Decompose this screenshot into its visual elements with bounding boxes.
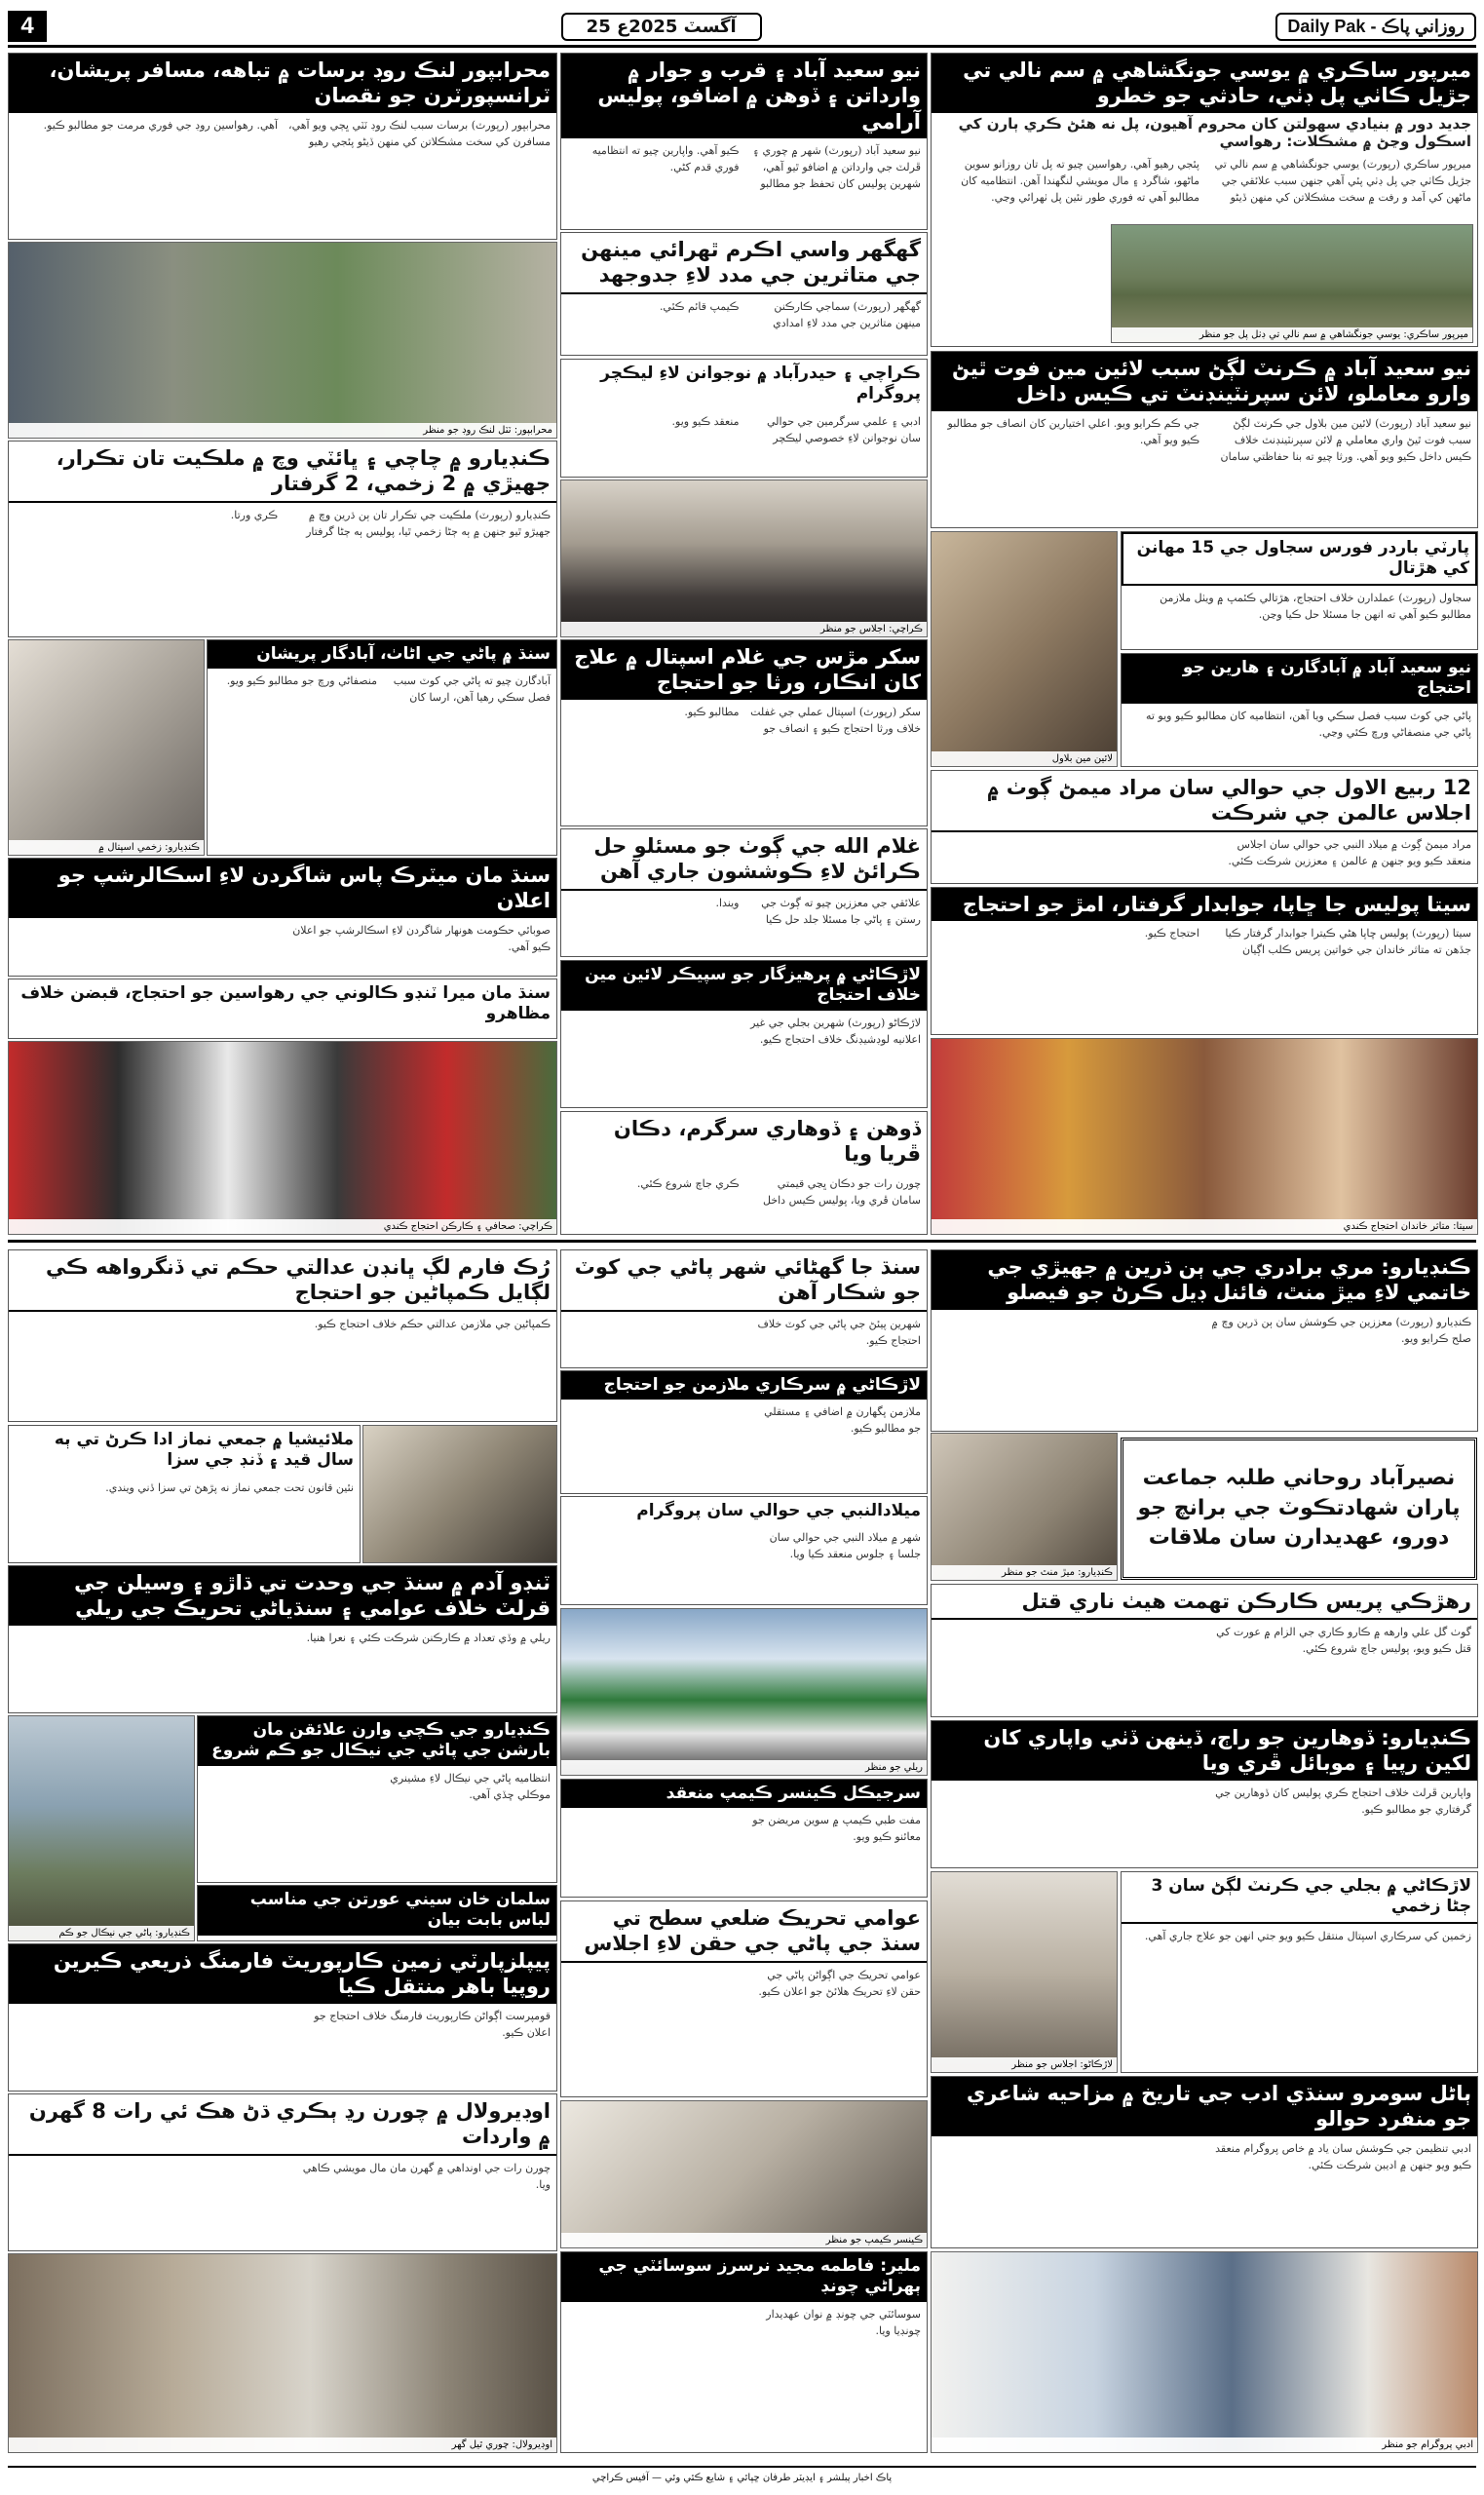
story-s3 (1121, 531, 1478, 650)
story-body: نئين قانون تحت جمعي نماز نه پڙهڻ تي سزا ڏني ويندي. (105, 1480, 354, 1494)
headline: ميلادالنبي جي حوالي سان پروگرام (636, 1501, 921, 1520)
story-s8 (560, 232, 928, 356)
photo-caption: ڪنڊيارو: پاڻي جي نيڪال جو ڪم (9, 1926, 194, 1940)
story-s37 (8, 2093, 557, 2251)
headline: ڪنڊيارو: ڏوهارين جو راڄ، ڏينهن ڏٺي واپاري کان لکين رپيا ۽ موبائل ڦري ويا (932, 1721, 1477, 1781)
story-body: عوامي تحريڪ جي اڳواڻن پاڻي جي حقن لاءِ تحريڪ هلائڻ جو اعلان ڪيو. (758, 1968, 921, 1998)
headline: سرجيڪل ڪينسر ڪيمپ منعقد (561, 1780, 927, 1808)
headline: ڪنڊيارو: مري برادري جي ٻن ڌرين ۾ جهيڙي جي خاتمي لاءِ ميڙ منٿ، فائنل ڊيل ڪرڻ جو فيصلو (932, 1250, 1477, 1310)
story-s17 (8, 858, 557, 977)
photo-portraits (931, 531, 1118, 767)
story-body: پاڻي جي کوٽ سبب فصل سڪي ويا آهن، انتظاميه کان مطالبو ڪيو ويو ته پاڻي جي منصفاڻي ورڇ ڪئي وڃي. (1145, 709, 1471, 739)
headline: سنڌ مان ميرا ٽنڊو ڪالوني جي رهواسين جو احتجاج، قبضن خلاف مظاهرو (20, 983, 551, 1024)
headline: ملائيشيا ۾ جمعي نماز ادا ڪرڻ تي ٻه سال قيد ۽ ڏنڊ جي سزا (54, 1430, 354, 1471)
story-body: انتظاميه پاڻي جي نيڪال لاءِ مشينري موڪلي ڇڏي آهي. (390, 1771, 551, 1801)
story-s9 (560, 359, 928, 478)
story-body: ادبي ۽ علمي سرگرمين جي حوالي سان نوجوانن لاءِ خصوصي ليڪچر منعقد ڪيو ويو. (671, 414, 921, 444)
headline: سنڌ ۾ پاڻي جي اڻاٺ، آبادگار پريشان (208, 640, 556, 669)
headline: ملير: فاطمه مجيد نرسرز سوسائٽي جي ٻهراڻي چونڊ (561, 2252, 927, 2302)
story-body: چورن رات جي اونداهي ۾ گهرن مان مال مويشي ڪاهي ويا. (302, 2161, 551, 2191)
photo-journalists-protest (8, 1041, 557, 1235)
story-body: سوسائٽي جي چونڊ ۾ نوان عهديدار چونڊيا ويا. (766, 2307, 921, 2337)
story-body: ميرپور ساڪري (رپورٽ) يوسي جونگشاهي ۾ سم نالي تي جڙيل ڪاٺي جي پل ڊٺي پئي آهي جنهن سبب علائقي جي ماڻهن کي آمد و رفت ۾ سخت مشڪلاتن کي منهن ڏيڻو پئجي رهيو آهي. رهواسين چيو ته پل تان روزانو سوين ماڻهو، شاگرد ۽ مال مويشي لنگهندا آهن. انتظاميه کان مطالبو آهي ته فوري طور نئين پل ٺهرائي وڃي. (961, 157, 1471, 204)
brand-latin: Daily Pak (1287, 16, 1366, 36)
headline: پارٽي باردر فورس سجاول جي 15 مهانن کي هڙتال (1122, 532, 1477, 586)
photo-protest-women (931, 1038, 1478, 1235)
story-body: زخمين کي سرڪاري اسپتال منتقل ڪيو ويو جتي انهن جو علاج جاري آهي. (1144, 1929, 1471, 1942)
story-s12 (560, 960, 928, 1108)
story-body: نيو سعيد آباد (رپورٽ) لائين مين بلاول جي ڪرنٽ لڳڻ سبب فوت ٿيڻ واري معاملي ۾ لائن سپرنٽينڊنٽ خلاف ڪيس داخل ڪيو ويو آهي. ورثا چيو ته بنا حفاظتي سامان جي ڪم ڪرايو ويو. اعلي اختيارين کان انصاف جو مطالبو ڪيو ويو آهي. (947, 416, 1471, 463)
photo-injured (8, 639, 205, 856)
story-s11 (560, 828, 928, 957)
headline: نيو سعيد آباد ۾ ڪرنٽ لڳڻ سبب لائين مين فوت ٿيڻ وارو معاملو، لائن سپرنٽينڊنٽ تي ڪيس داخل (932, 352, 1477, 411)
brand: Daily Pak - روزاني پاڪ (1275, 13, 1476, 41)
story-s13 (560, 1111, 928, 1235)
story-body: سکر (رپورٽ) اسپتال عملي جي غفلت خلاف ورثا احتجاج ڪيو ۽ انصاف جو مطالبو ڪيو. (684, 705, 921, 735)
imprint-footer: پاڪ اخبار پبلشر ۽ ايڊيٽر طرفان ڇپائي ۽ شايع ڪئي وئي — آفيس ڪراچي (8, 2466, 1476, 2487)
story-body: مفت طبي ڪيمپ ۾ سوين مريضن جو معائنو ڪيو ويو. (752, 1814, 921, 1844)
story-s24 (931, 2076, 1478, 2248)
photo-caption: ڪنڊيارو: ميڙ منٿ جو منظر (932, 1565, 1117, 1580)
headline: نيو سعيد آباد ۾ آبادگارن ۽ هارين جو احتجاج (1122, 654, 1477, 704)
story-body: صوبائي حڪومت هونهار شاگردن لاءِ اسڪالرشپ جو اعلان ڪيو آهي. (292, 923, 551, 953)
headline: نيو سعيد آباد ۽ قرب و جوار ۾ وارداتن ۽ ڏوهن ۾ اضافو، پوليس آرامي (561, 54, 927, 138)
headline: ڪنڊيارو جي ڪچي وارن علائقن مان بارشن جي پاڻي جي نيڪال جو ڪم شروع (198, 1716, 556, 1766)
headline: لاڙڪاڻي ۾ بجلي جي ڪرنٽ لڳڻ سان 3 ڄڻا زخمي (1122, 1872, 1477, 1924)
headline: ڪراچي ۽ حيدرآباد ۾ نوجوانن لاءِ ليڪچر پروگرام (600, 364, 921, 404)
photo-broken-bridge (1111, 224, 1473, 343)
brand-sindhi: روزاني پاڪ (1381, 16, 1465, 36)
story-s5 (931, 770, 1478, 884)
photo-road-damage (8, 242, 557, 439)
story-s32 (8, 1425, 361, 1563)
story-s19 (931, 1249, 1478, 1432)
photo-literary-event (931, 2251, 1478, 2453)
story-s31 (8, 1249, 557, 1422)
photo-cancer-camp (560, 2100, 928, 2248)
photo-caption: ريلي جو منظر (561, 1760, 927, 1775)
headline: پيپلزپارٽي زمين ڪارپوريٽ فارمنگ ذريعي ڪيرين روپيا باهر منتقل ڪيا (9, 1944, 556, 2004)
page-number: 4 (8, 11, 47, 42)
headline: سنڌ مان ميٽرڪ پاس شاگردن لاءِ اسڪالرشپ جو اعلان (9, 859, 556, 918)
story-s33 (8, 1565, 557, 1713)
issue-date: 25 آگسٽ 2025ع (561, 13, 762, 41)
story-body: ڪنڊيارو (رپورٽ) ملڪيت جي تڪرار تان ٻن ڌرين وچ ۾ جهيڙو ٿيو جنهن ۾ ٻه ڄڻا زخمي ٿيا، پوليس ٻه ڄڻا گرفتار ڪري ورتا. (230, 508, 551, 538)
subhead: جديد دور ۾ بنيادي سهولتن کان محروم آهيون، پل نه هئڻ ڪري ٻارن کي اسڪول وڃڻ ۾ مشڪلات: رهواسي (958, 114, 1471, 150)
headline: اوڊيرولال ۾ چورن رڍ ٻڪري ڌڻ هڪ ئي رات 8 گهرن ۾ واردات (9, 2094, 556, 2156)
story-body: شهرين پيئڻ جي پاڻي جي کوٽ خلاف احتجاج ڪيو. (757, 1317, 921, 1347)
fold-divider (8, 1240, 1476, 1243)
headline: ٽنڊو آدم ۾ سنڌ جي وحدت تي ڌاڙو ۽ وسيلن جي قرلٽ خلاف عوامي ۽ سنڌياڻي تحريڪ جي ريلي (9, 1566, 556, 1626)
story-s16 (207, 639, 557, 856)
story-s15 (8, 441, 557, 637)
headline: رهڙڪي پريس ڪارڪن تهمت هيٺ ناري قتل (932, 1585, 1477, 1620)
photo-meeting-hall (560, 480, 928, 637)
photo-caption: ڪنڊيارو: زخمي اسپتال ۾ (9, 840, 204, 855)
story-body: مراد ميمڻ ڳوٺ ۾ ميلاد النبي جي حوالي سان اجلاس منعقد ڪيو ويو جنهن ۾ عالمن ۽ معززين شرڪت ڪئي. (1228, 837, 1471, 867)
photo-protest-placards (362, 1425, 557, 1563)
masthead (8, 8, 1476, 48)
story-s23 (1121, 1871, 1478, 2073)
story-s26 (560, 1370, 928, 1494)
photo-caption: ادبي پروگرام جو منظر (932, 2437, 1477, 2452)
photo-reconciliation (931, 1433, 1118, 1581)
headline: لاڙڪاڻي ۾ سرڪاري ملازمن جو احتجاج (561, 1371, 927, 1400)
story-s2 (931, 351, 1478, 528)
photo-burglary (8, 2253, 557, 2453)
photo-caption: ميرپور ساڪري: يوسي جونگشاهي ۾ سم نالي تي ڊٺل پل جو منظر (1112, 327, 1472, 342)
headline: ٻاڻل سومرو سنڌي ادب جي تاريخ ۾ مزاحيه شاعري جو منفرد حوالو (932, 2077, 1477, 2136)
story-s36 (8, 1943, 557, 2092)
story-body: سجاول (رپورٽ) عملدارن خلاف احتجاج، هڙتالي ڪئمپ ۾ ويٺل ملازمن مطالبو ڪيو آهي ته انهن جا مسئلا حل ڪيا وڃن. (1160, 591, 1471, 621)
story-s7 (560, 53, 928, 230)
story-body: ريلي ۾ وڏي تعداد ۾ ڪارڪنن شرڪت ڪئي ۽ نعرا هنيا. (306, 1631, 551, 1644)
photo-water-drainage (8, 1715, 195, 1941)
story-s10 (560, 639, 928, 826)
ad-box-s20 (1121, 1438, 1477, 1580)
photo-caption: سيتا: متاثر خاندان احتجاج ڪندي (932, 1219, 1477, 1234)
story-body: شهر ۾ ميلاد النبي جي حوالي سان جلسا ۽ جلوس منعقد ڪيا ويا. (769, 1531, 921, 1561)
story-s6 (931, 887, 1478, 1035)
headline: نصيرآباد روحاني طلبہ جماعت پاران شهادتڪوٽ جي برانچ جو دورو، عهديدارن سان ملاقات (1137, 1465, 1461, 1551)
story-body: سيتا (رپورٽ) پوليس ڇاپا هڻي ڪيترا جوابدار گرفتار ڪيا جڏهن ته متاثر خاندان جي خواتين پريس ڪلب اڳيان احتجاج ڪيو. (1144, 927, 1471, 957)
headline: سيتا پوليس جا ڇاپا، جوابدار گرفتار، امڙ جو احتجاج (932, 888, 1477, 921)
story-body: گهگهر (رپورٽ) سماجي ڪارڪنن مينهن متاثرين جي مدد لاءِ امدادي ڪيمپ قائم ڪئي. (659, 299, 921, 329)
story-s28 (560, 1779, 928, 1898)
story-body: گوٺ گل علي وارهه ۾ ڪارو ڪاري جي الزام ۾ عورت کي قتل ڪيو ويو، پوليس جاچ شروع ڪئي. (1216, 1626, 1471, 1656)
story-body: نيو سعيد آباد (رپورٽ) شهر ۾ چوري ۽ ڦرلٽ جي وارداتن ۾ اضافو ٿيو آهي، شهرين پوليس کان تحفظ جو مطالبو ڪيو آهي. واپارين چيو ته انتظاميه فوري قدم کڻي. (591, 143, 921, 190)
photo-caption: لاڙڪاڻو: اجلاس جو منظر (932, 2057, 1117, 2072)
photo-caption: ڪراچي: صحافي ۽ ڪارڪن احتجاج ڪندي (9, 1219, 556, 1234)
photo-caption: ڪراچي: اجلاس جو منظر (561, 622, 927, 636)
headline: عوامي تحريڪ ضلعي سطح تي سنڌ جي پاڻي جي حقن لاءِ اجلاس (561, 1901, 927, 1963)
headline: ميرپور ساڪري ۾ يوسي جونگشاهي ۾ سم نالي تي جڙيل ڪاٺي پل ڊٺي، حادثي جو خطرو (932, 54, 1477, 113)
headline: گهگهر واسي اڪرم ٿهرائي مينهن جي متاثرين جي مدد لاءِ جدوجهد (561, 233, 927, 294)
headline: ڪنڊيارو ۾ چاچي ۽ ڀائٽي وچ ۾ ملڪيت تان تڪرار، جهيڙي ۾ 2 زخمي، 2 گرفتار (9, 441, 556, 503)
headline: محرابپور لنڪ روڊ برسات ۾ تباهه، مسافر پريشان، ٽرانسپورٽرن جو نقصان (9, 54, 556, 113)
story-s21 (931, 1584, 1478, 1717)
photo-caption: لائين مين بلاول (932, 751, 1117, 766)
story-body: چورن رات جو دڪان ڀڃي قيمتي سامان ڦري ويا، پوليس ڪيس داخل ڪري جاچ شروع ڪئي. (636, 1176, 921, 1207)
headline: رُڪ فارم لڳ ڀانڊن عدالتي حڪم تي ڏنگرواهه ڪي لڳايل ڪمپاڻين جو احتجاج (9, 1250, 556, 1312)
photo-caption: اوڊيرولال: چوري ٿيل گهر (9, 2437, 556, 2452)
story-s30 (560, 2251, 928, 2453)
headline: غلام الله جي ڳوٺ جو مسئلو حل ڪرائڻ لاءِ ڪوششون جاري آهن (561, 829, 927, 891)
headline: سلمان خان سيني عورتن جي مناسب لباس بابت بيان (198, 1886, 556, 1936)
photo-rally (560, 1608, 928, 1776)
headline: لاڙڪاڻي ۾ پرهيزگار جو سپيڪر لائين مين خلاف احتجاج (561, 961, 927, 1011)
headline: ڏوهن ۽ ڏوهاري سرگرم، دڪان ڦريا ويا (613, 1117, 921, 1167)
story-body: قومپرست اڳواڻن ڪارپوريٽ فارمنگ خلاف احتجاج جو اعلان ڪيو. (314, 2009, 551, 2039)
headline: سکر مڙس جي غلام اسپتال ۾ علاج کان انڪار، ورثا جو احتجاج (561, 640, 927, 700)
story-s14 (8, 53, 557, 240)
story-s29 (560, 1900, 928, 2097)
headline: سنڌ جا گهڻائي شهر پاڻي جي کوٽ جو شڪار آهن (561, 1250, 927, 1312)
story-s35 (197, 1885, 557, 1941)
photo-caption: ڪينسر ڪيمپ جو منظر (561, 2233, 927, 2247)
story-body: علائقي جي معززين چيو ته ڳوٺ جي رستن ۽ پاڻي جا مسئلا جلد حل ڪيا ويندا. (715, 896, 921, 926)
story-body: لاڙڪاڻو (رپورٽ) شهرين بجلي جي غير اعلانيه لوڊشيڊنگ خلاف احتجاج ڪيو. (750, 1016, 921, 1046)
headline: 12 ربيع الاول جي حوالي سان مراد ميمڻ ڳوٺ ۾ اجلاس عالمن جي شرڪت (932, 771, 1477, 832)
story-s18 (8, 979, 557, 1039)
story-body: محرابپور (رپورٽ) برسات سبب لنڪ روڊ ٽٽي ڀڄي ويو آهي، مسافرن کي سخت مشڪلاتن کي منهن ڏيڻو پئجي رهيو آهي. رهواسين روڊ جي فوري مرمت جو مطالبو ڪيو. (43, 118, 551, 148)
story-body: ملازمن پگهارن ۾ اضافي ۽ مستقلي جو مطالبو ڪيو. (764, 1405, 921, 1436)
story-s22 (931, 1720, 1478, 1868)
story-body: ادبي تنظيمن جي ڪوشش سان ياد ۾ خاص پروگرام منعقد ڪيو ويو جنهن ۾ اديبن شرڪت ڪئي. (1215, 2141, 1471, 2171)
story-s27 (560, 1496, 928, 1605)
photo-caption: محرابپور: ٽٽل لنڪ روڊ جو منظر (9, 423, 556, 438)
story-body: واپارين ڦرلٽ خلاف احتجاج ڪري پوليس کان ڏوهارين جي گرفتاري جو مطالبو ڪيو. (1215, 1785, 1471, 1816)
story-s34 (197, 1715, 557, 1883)
story-body: ڪمپاڻين جي ملازمن عدالتي حڪم خلاف احتجاج ڪيو. (314, 1317, 551, 1330)
story-s25 (560, 1249, 928, 1368)
story-body: ڪنڊيارو (رپورٽ) معززين جي ڪوشش سان ٻن ڌرين وچ ۾ صلح ڪرايو ويو. (1211, 1315, 1471, 1345)
story-s4 (1121, 653, 1478, 767)
photo-meeting-larkana (931, 1871, 1118, 2073)
story-body: آبادگارن چيو ته پاڻي جي کوٽ سبب فصل سڪي رهيا آهن، ارسا کان منصفاڻي ورڇ جو مطالبو ڪيو ويو. (226, 674, 551, 705)
